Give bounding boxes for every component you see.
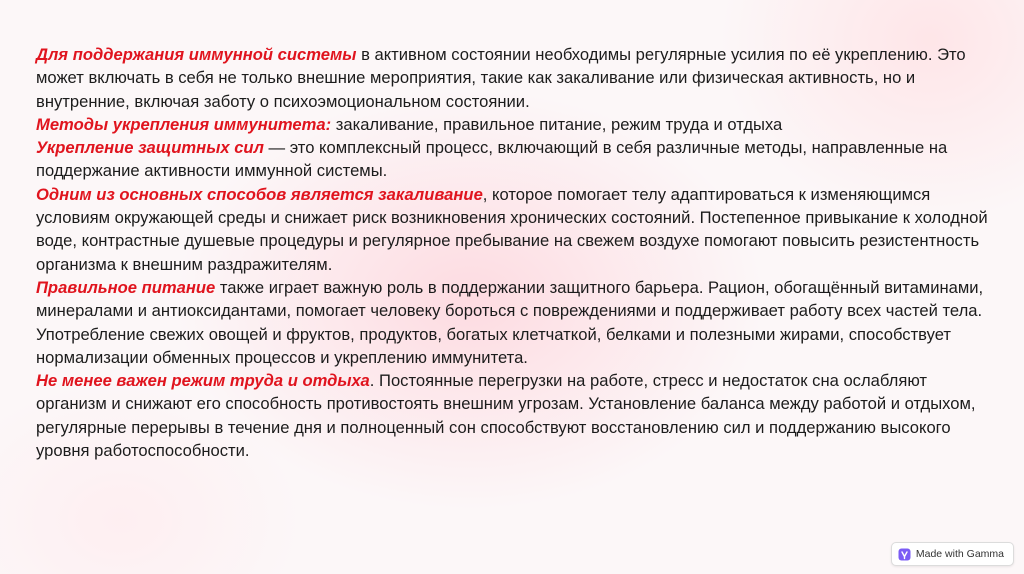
paragraph-methods xyxy=(36,113,996,136)
highlight-lead: Одним из основных способов является закаливание xyxy=(36,184,483,204)
paragraph-work-rest xyxy=(36,369,996,462)
paragraph-text: — это комплексный процесс, включающий в себя различные методы, направленные на поддержание активности иммунной системы. xyxy=(36,138,948,181)
highlight-lead: Не менее важен режим труда и отдыха xyxy=(36,371,370,391)
slide-text xyxy=(36,43,996,462)
gamma-logo-icon xyxy=(898,548,911,561)
highlight-lead: Укрепление защитных сил xyxy=(36,138,264,158)
paragraph-text: также играет важную роль в поддержании защитного барьера. Рацион, обогащённый витаминами, минералами и антиоксидантами, помогает человеку бороться с повреждениями и поддерживает работу всех частей тела. Употребление свежих овощей и фруктов, продуктов, богатых клетчаткой, белками и полезными жирами, способствует нормализации обменных процессов и укреплению иммунитета. xyxy=(36,277,984,367)
paragraph-text: . Постоянные перегрузки на работе, стресс и недостаток сна ослабляют организм и снижают его способность противостоять внешним угрозам. Установление баланса между работой и отдыхом, регулярные перерывы в течение дня и полноценный сон способствуют восстановлению сил и поддержанию высокого уровня работоспособности. xyxy=(36,371,976,461)
paragraph-text: закаливание, правильное питание, режим труда и отдыха xyxy=(331,114,783,134)
paragraph-nutrition xyxy=(36,276,996,369)
paragraph-hardening xyxy=(36,183,996,276)
made-with-gamma-badge[interactable] xyxy=(891,542,1014,566)
highlight-lead: Правильное питание xyxy=(36,277,216,297)
paragraph-immune-support xyxy=(36,43,996,113)
badge-label: Made with Gamma xyxy=(915,548,1004,560)
highlight-lead: Методы укрепления иммунитета: xyxy=(36,114,332,134)
paragraph-defense xyxy=(36,136,996,183)
paragraph-text: , которое помогает телу адаптироваться к изменяющимся условиям окружающей среды и снижает риск возникновения хронических состояний. Постепенное привыкание к холодной воде, контрастные душевые процедуры и регулярное пребывание на свежем воздухе помогают повысить резистентность организма к внешним раздражителям. xyxy=(36,184,988,274)
highlight-lead: Для поддержания иммунной системы xyxy=(36,45,357,64)
paragraph-text: в активном состоянии необходимы регулярные усилия по её укреплению. Это может включать в себя не только внешние мероприятия, такие как закаливание или физическая активность, но и внутренние, включая заботу о психоэмоциональном состоянии. xyxy=(36,45,966,111)
